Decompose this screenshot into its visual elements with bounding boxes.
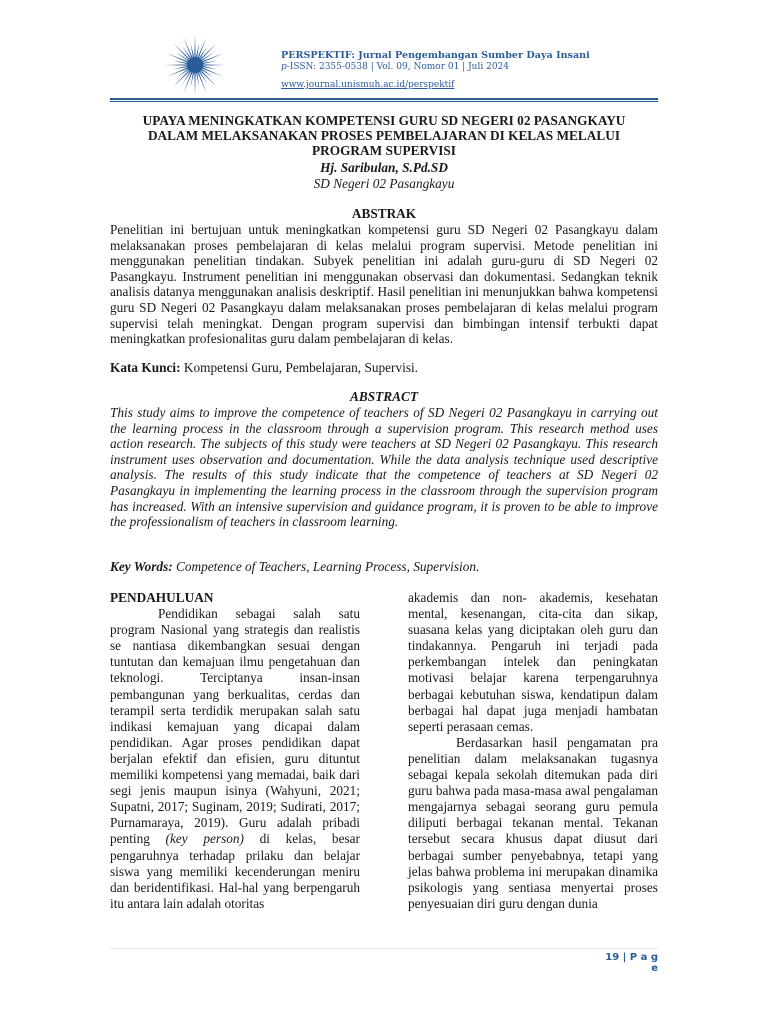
title-line-2: DALAM MELAKSANAKAN PROSES PEMBELAJARAN DI KELAS MELALUI	[147, 128, 621, 144]
article-title	[110, 113, 658, 159]
page-number-value: 19	[605, 952, 620, 963]
issn-detail: -ISSN: 2355-0538 | Vol. 09, Nomor 01 | Juli 2024	[286, 62, 509, 72]
section-heading: PENDAHULUAN	[110, 590, 214, 605]
intro-text-b: di kelas, besar pengaruhnya terhadap prilaku dan belajar siswa yang memiliki kecenderungan meniru dan beridentifikasi. Hal-hal yang berpengaruh itu antara lain adalah otoritas	[110, 831, 360, 911]
title-line-3: PROGRAM SUPERVISI	[312, 143, 456, 159]
footer-rule	[110, 948, 658, 949]
logo-ray	[165, 64, 188, 65]
logo-ray	[194, 72, 195, 95]
journal-title: PERSPEKTIF: Jurnal Pengembangan Sumber Daya Insani	[281, 50, 590, 61]
key-words-values: Competence of Teachers, Learning Process, Supervision.	[172, 559, 480, 574]
abstrak-text: Penelitian ini bertujuan untuk meningkatkan kompetensi guru SD Negeri 02 Pasangkayu dalam melaksanakan proses pembelajaran di kelas melalui program supervisi. Metode penelitian ini menggunakan penelitian tindakan. Subyek penelitian ini adalah guru-guru di SD Negeri 02 Pasangkayu. Instrument penelitian ini menggunakan observasi dan dokumentasi. Sedangkan teknik analisis datanya menggunakan analisis deskriptif. Hasil penelitian ini menunjukkan bahwa kompetensi guru SD Negeri 02 Pasangkayu dalam melaksanakan proses pembelajaran di kelas melalui program supervisi telah meningkat. Dengan program supervisi dan bimbingan intensif terbukti dapat meningkatkan profesionalitas guru dalam pembelajaran di kelas.	[110, 222, 658, 347]
logo-ray	[200, 70, 217, 87]
intro-text-italic: (key person)	[165, 831, 244, 847]
sun-burst-logo-icon	[162, 32, 228, 98]
journal-header	[110, 32, 660, 102]
issn-prefix: p	[281, 62, 287, 72]
author-name: Hj. Saribulan, S.Pd.SD	[320, 160, 448, 175]
journal-info	[281, 50, 590, 91]
logo-ray	[200, 44, 217, 61]
key-words-label: Key Words:	[110, 559, 173, 574]
intro-paragraph-1	[110, 606, 360, 912]
intro-paragraph-2: Berdasarkan hasil pengamatan pra penelitian dalam melaksanakan tugasnya sebagai kepala sekolah ditemukan pada diri guru bahwa pada masa-masa awal pengalaman mengajarnya sebagai seorang guru pemula diliputi berbagai tekanan mental. Tekanan tersebut secara khusus dapat diusut dari berbagai sumber penyebabnya, tetapi yang jelas bahwa problema ini merupakan dinamika psikologis yang sentiasa menyertai proses penyesuaian diri guru dengan dunia	[408, 734, 658, 911]
abstract-text: This study aims to improve the competence of teachers of SD Negeri 02 Pasangkayu in carrying out the learning process in the classroom through a supervision program. This research method uses action research. The subjects of this study were teachers at SD Negeri 02 Pasangkayu. This research instrument uses observation and documentation. While the data analysis technique used descriptive analysis. The results of this study indicate that the competence of teachers at SD Negeri 02 Pasangkayu in implementing the learning process in the classroom through the supervision program has increased. With an intensive supervision and guidance program, it is proven to be able to improve the professionalism of teachers in classroom learning.	[110, 405, 658, 530]
journal-url-link[interactable]: www.journal.unismuh.ac.id/perspektif	[281, 80, 455, 90]
kata-kunci-values: Kompetensi Guru, Pembelajaran, Supervisi.	[180, 360, 419, 375]
page-number	[596, 952, 658, 974]
logo-ray	[174, 70, 191, 87]
kata-kunci	[110, 360, 658, 376]
key-words	[110, 559, 658, 575]
body-column-right	[408, 590, 658, 912]
logo-ray	[194, 35, 195, 58]
kata-kunci-label: Kata Kunci:	[110, 360, 181, 375]
intro-paragraph-continued: akademis dan non- akademis, kesehatan mental, kesenangan, cita-cita dan sikap, suasana kelas yang diciptakan oleh guru dan tindakannya. Pengaruh ini terjadi pada perkembangan intelek dan peningkatan motivasi belajar karena terpengaruhnya berbagai kebutuhan siswa, kendatipun dalam berbagai hal dapat juga menjadi hambatan seperti perasaan cemas.	[408, 590, 658, 734]
title-line-1: UPAYA MENINGKATKAN KOMPETENSI GURU SD NEGERI 02 PASANGKAYU	[142, 113, 626, 128]
header-rule-thick	[110, 98, 658, 100]
logo-ray	[202, 64, 225, 65]
author-institution: SD Negeri 02 Pasangkayu	[313, 176, 455, 191]
header-rule-thin	[110, 101, 658, 102]
journal-issn	[281, 62, 590, 72]
page-label: | P a g e	[619, 952, 658, 974]
logo-ray	[174, 44, 191, 61]
intro-text-a: Pendidikan sebagai salah satu program Nasional yang strategis dan realistis se nantiasa dikembangkan sesuai dengan tuntutan dan kemajuan ilmu pengetahuan dan teknologi. Terciptanya insan-insan pembangunan yang berkualitas, cerdas dan terampil serta terdidik merupakan salah satu indikasi kemajuan yang dicapai dalam pendidikan. Agar proses pendidikan dapat berjalan efektif dan efisien, guru dituntut memiliki kompetensi yang memadai, baik dari segi jenis maupun isinya (Wahyuni, 2021; Supatni, 2017; Suginam, 2019; Sudirati, 2017; Purnamaraya, 2019). Guru adalah pribadi penting	[110, 606, 360, 847]
body-column-left	[110, 590, 360, 912]
abstract-heading: ABSTRACT	[350, 389, 418, 404]
abstrak-heading: ABSTRAK	[351, 206, 417, 221]
